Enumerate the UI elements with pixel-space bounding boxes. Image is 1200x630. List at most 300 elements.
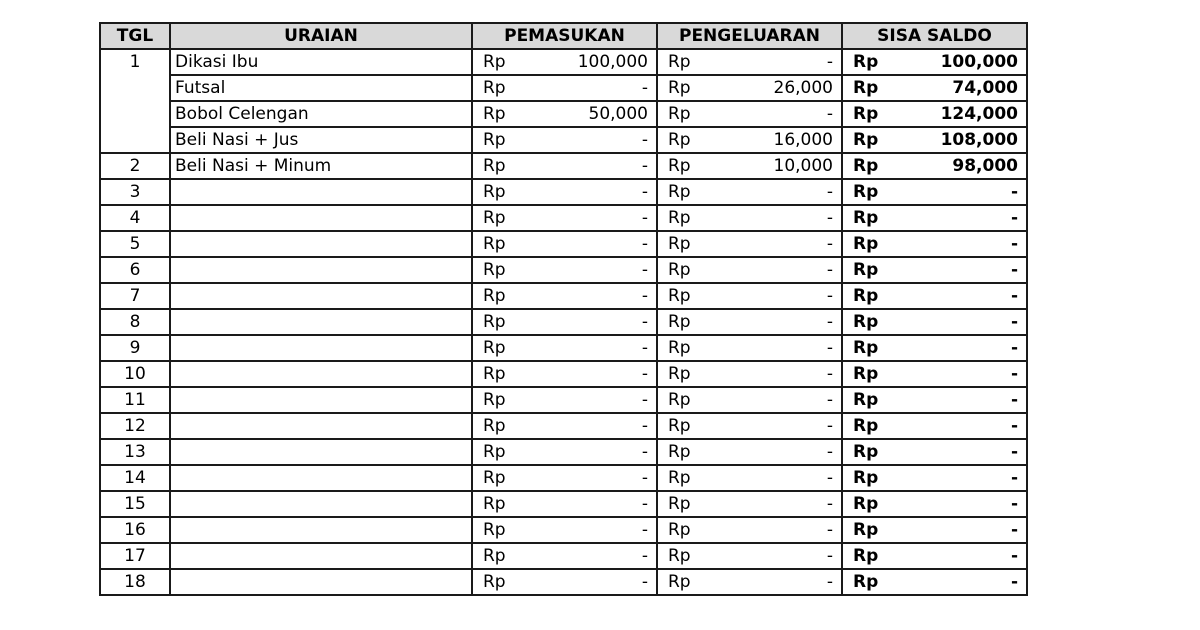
pengeluaran-amount xyxy=(658,206,841,230)
pengeluaran-value: - xyxy=(826,572,833,592)
cell-saldo[interactable] xyxy=(842,283,1027,309)
currency-label: Rp xyxy=(668,520,691,540)
saldo-value: 108,000 xyxy=(940,130,1018,150)
cell-pengeluaran[interactable] xyxy=(657,413,842,439)
pemasukan-value: - xyxy=(641,442,648,462)
pengeluaran-value: - xyxy=(826,364,833,384)
saldo-value: - xyxy=(1010,208,1018,228)
cell-tgl[interactable]: 8 xyxy=(100,309,170,335)
table-row xyxy=(100,439,1027,465)
cell-tgl[interactable]: 14 xyxy=(100,465,170,491)
currency-label: Rp xyxy=(483,78,506,98)
saldo-value: - xyxy=(1010,416,1018,436)
saldo-amount xyxy=(843,414,1026,438)
table-row xyxy=(100,335,1027,361)
cell-pemasukan[interactable] xyxy=(472,75,657,101)
cell-tgl[interactable]: 3 xyxy=(100,179,170,205)
currency-label: Rp xyxy=(483,52,506,72)
pemasukan-amount xyxy=(473,154,656,178)
pemasukan-value: - xyxy=(641,312,648,332)
currency-label: Rp xyxy=(668,546,691,566)
pemasukan-amount xyxy=(473,128,656,152)
currency-label: Rp xyxy=(483,390,506,410)
cell-saldo[interactable] xyxy=(842,517,1027,543)
cell-tgl[interactable]: 7 xyxy=(100,283,170,309)
pemasukan-value: - xyxy=(641,208,648,228)
cell-saldo[interactable] xyxy=(842,491,1027,517)
cell-pemasukan[interactable] xyxy=(472,153,657,179)
cell-uraian[interactable] xyxy=(170,413,472,439)
saldo-amount xyxy=(843,544,1026,568)
cell-pemasukan[interactable] xyxy=(472,465,657,491)
saldo-amount xyxy=(843,440,1026,464)
pemasukan-amount xyxy=(473,388,656,412)
pemasukan-amount xyxy=(473,544,656,568)
saldo-value: - xyxy=(1010,286,1018,306)
cell-pengeluaran[interactable] xyxy=(657,387,842,413)
saldo-amount xyxy=(843,232,1026,256)
table-row xyxy=(100,517,1027,543)
cell-uraian[interactable] xyxy=(170,231,472,257)
currency-label: Rp xyxy=(853,156,879,176)
currency-label: Rp xyxy=(853,182,879,202)
cell-saldo[interactable] xyxy=(842,127,1027,153)
saldo-amount xyxy=(843,310,1026,334)
cell-pengeluaran[interactable] xyxy=(657,231,842,257)
table-row xyxy=(100,361,1027,387)
saldo-value: 124,000 xyxy=(940,104,1018,124)
pemasukan-amount xyxy=(473,440,656,464)
currency-label: Rp xyxy=(668,364,691,384)
cell-saldo[interactable] xyxy=(842,231,1027,257)
cell-pemasukan[interactable] xyxy=(472,491,657,517)
cell-pemasukan[interactable] xyxy=(472,231,657,257)
pengeluaran-value: - xyxy=(826,286,833,306)
ledger-table xyxy=(99,22,1028,596)
cell-uraian[interactable] xyxy=(170,465,472,491)
cell-pemasukan[interactable] xyxy=(472,283,657,309)
table-row xyxy=(100,569,1027,595)
currency-label: Rp xyxy=(483,182,506,202)
pemasukan-amount xyxy=(473,50,656,74)
pengeluaran-value: - xyxy=(826,260,833,280)
cell-uraian[interactable] xyxy=(170,387,472,413)
pemasukan-amount xyxy=(473,518,656,542)
table-row xyxy=(100,283,1027,309)
cell-pemasukan[interactable] xyxy=(472,127,657,153)
cell-tgl[interactable]: 1 xyxy=(100,49,170,153)
table-row xyxy=(100,153,1027,179)
pengeluaran-amount xyxy=(658,232,841,256)
cell-saldo[interactable] xyxy=(842,257,1027,283)
saldo-amount xyxy=(843,388,1026,412)
pengeluaran-value: - xyxy=(826,468,833,488)
currency-label: Rp xyxy=(853,260,879,280)
cell-tgl[interactable]: 13 xyxy=(100,439,170,465)
table-row xyxy=(100,309,1027,335)
currency-label: Rp xyxy=(668,234,691,254)
cell-uraian[interactable] xyxy=(170,309,472,335)
cell-tgl[interactable]: 17 xyxy=(100,543,170,569)
saldo-value: - xyxy=(1010,442,1018,462)
saldo-amount xyxy=(843,570,1026,594)
cell-pemasukan[interactable] xyxy=(472,517,657,543)
pengeluaran-value: - xyxy=(826,182,833,202)
currency-label: Rp xyxy=(668,52,691,72)
pemasukan-amount xyxy=(473,336,656,360)
pemasukan-amount xyxy=(473,102,656,126)
currency-label: Rp xyxy=(483,260,506,280)
table-row xyxy=(100,101,1027,127)
table-row xyxy=(100,543,1027,569)
cell-uraian[interactable]: Bobol Celengan xyxy=(170,101,472,127)
table-row xyxy=(100,491,1027,517)
saldo-value: 74,000 xyxy=(952,78,1018,98)
cell-pengeluaran[interactable] xyxy=(657,75,842,101)
cell-uraian[interactable]: Futsal xyxy=(170,75,472,101)
saldo-amount xyxy=(843,258,1026,282)
cell-tgl[interactable]: 16 xyxy=(100,517,170,543)
saldo-value: - xyxy=(1010,468,1018,488)
saldo-amount xyxy=(843,180,1026,204)
currency-label: Rp xyxy=(668,182,691,202)
currency-label: Rp xyxy=(853,390,879,410)
cell-pengeluaran[interactable] xyxy=(657,361,842,387)
currency-label: Rp xyxy=(483,442,506,462)
cell-uraian[interactable]: Beli Nasi + Minum xyxy=(170,153,472,179)
pengeluaran-amount xyxy=(658,440,841,464)
cell-pemasukan[interactable] xyxy=(472,101,657,127)
table-row xyxy=(100,127,1027,153)
pemasukan-value: - xyxy=(641,286,648,306)
pemasukan-amount xyxy=(473,258,656,282)
pengeluaran-value: - xyxy=(826,494,833,514)
pemasukan-value: 50,000 xyxy=(588,104,648,124)
pemasukan-amount xyxy=(473,492,656,516)
cell-saldo[interactable] xyxy=(842,439,1027,465)
cell-uraian[interactable] xyxy=(170,335,472,361)
header-tgl[interactable]: TGL xyxy=(100,23,170,49)
pemasukan-amount xyxy=(473,284,656,308)
saldo-value: - xyxy=(1010,520,1018,540)
pengeluaran-value: - xyxy=(826,416,833,436)
pemasukan-amount xyxy=(473,414,656,438)
currency-label: Rp xyxy=(668,390,691,410)
cell-pengeluaran[interactable] xyxy=(657,309,842,335)
pengeluaran-amount xyxy=(658,518,841,542)
pengeluaran-amount xyxy=(658,258,841,282)
cell-pengeluaran[interactable] xyxy=(657,179,842,205)
cell-tgl[interactable]: 10 xyxy=(100,361,170,387)
pengeluaran-amount xyxy=(658,128,841,152)
cell-pengeluaran[interactable] xyxy=(657,49,842,75)
cell-pengeluaran[interactable] xyxy=(657,335,842,361)
pemasukan-value: - xyxy=(641,546,648,566)
pengeluaran-value: - xyxy=(826,104,833,124)
cell-uraian[interactable] xyxy=(170,205,472,231)
cell-tgl[interactable]: 6 xyxy=(100,257,170,283)
currency-label: Rp xyxy=(853,364,879,384)
pemasukan-value: - xyxy=(641,416,648,436)
cell-uraian[interactable] xyxy=(170,361,472,387)
table-row xyxy=(100,413,1027,439)
currency-label: Rp xyxy=(668,416,691,436)
header-pemasukan[interactable]: PEMASUKAN xyxy=(472,23,657,49)
cell-pemasukan[interactable] xyxy=(472,413,657,439)
currency-label: Rp xyxy=(853,416,879,436)
saldo-value: - xyxy=(1010,494,1018,514)
cell-pengeluaran[interactable] xyxy=(657,153,842,179)
cell-pengeluaran[interactable] xyxy=(657,543,842,569)
currency-label: Rp xyxy=(483,546,506,566)
pengeluaran-value: 10,000 xyxy=(773,156,833,176)
cell-saldo[interactable] xyxy=(842,101,1027,127)
pengeluaran-amount xyxy=(658,466,841,490)
currency-label: Rp xyxy=(853,442,879,462)
cell-pengeluaran[interactable] xyxy=(657,127,842,153)
currency-label: Rp xyxy=(668,208,691,228)
pengeluaran-amount xyxy=(658,76,841,100)
cell-pengeluaran[interactable] xyxy=(657,569,842,595)
currency-label: Rp xyxy=(668,468,691,488)
currency-label: Rp xyxy=(483,104,506,124)
cell-saldo[interactable] xyxy=(842,205,1027,231)
pemasukan-amount xyxy=(473,76,656,100)
cell-pemasukan[interactable] xyxy=(472,49,657,75)
pengeluaran-value: - xyxy=(826,234,833,254)
cell-pemasukan[interactable] xyxy=(472,205,657,231)
pemasukan-amount xyxy=(473,466,656,490)
cell-saldo[interactable] xyxy=(842,387,1027,413)
pemasukan-amount xyxy=(473,310,656,334)
cell-pemasukan[interactable] xyxy=(472,361,657,387)
cell-tgl[interactable]: 2 xyxy=(100,153,170,179)
currency-label: Rp xyxy=(483,416,506,436)
currency-label: Rp xyxy=(668,572,691,592)
pengeluaran-amount xyxy=(658,102,841,126)
cell-tgl[interactable]: 5 xyxy=(100,231,170,257)
saldo-value: 100,000 xyxy=(940,52,1018,72)
saldo-amount xyxy=(843,206,1026,230)
saldo-value: - xyxy=(1010,338,1018,358)
saldo-amount xyxy=(843,284,1026,308)
table-row xyxy=(100,257,1027,283)
cell-pengeluaran[interactable] xyxy=(657,465,842,491)
cell-pengeluaran[interactable] xyxy=(657,517,842,543)
cell-pengeluaran[interactable] xyxy=(657,283,842,309)
cell-saldo[interactable] xyxy=(842,75,1027,101)
pengeluaran-amount xyxy=(658,336,841,360)
cell-pengeluaran[interactable] xyxy=(657,257,842,283)
currency-label: Rp xyxy=(483,338,506,358)
currency-label: Rp xyxy=(483,234,506,254)
currency-label: Rp xyxy=(483,130,506,150)
cell-saldo[interactable] xyxy=(842,569,1027,595)
currency-label: Rp xyxy=(668,104,691,124)
cell-saldo[interactable] xyxy=(842,179,1027,205)
saldo-amount xyxy=(843,492,1026,516)
cell-uraian[interactable] xyxy=(170,491,472,517)
cell-uraian[interactable] xyxy=(170,179,472,205)
table-row xyxy=(100,231,1027,257)
pemasukan-value: - xyxy=(641,494,648,514)
pengeluaran-value: - xyxy=(826,52,833,72)
cell-pengeluaran[interactable] xyxy=(657,491,842,517)
saldo-value: - xyxy=(1010,364,1018,384)
cell-saldo[interactable] xyxy=(842,361,1027,387)
currency-label: Rp xyxy=(853,52,879,72)
cell-tgl[interactable]: 15 xyxy=(100,491,170,517)
saldo-value: - xyxy=(1010,572,1018,592)
header-pengeluaran[interactable]: PENGELUARAN xyxy=(657,23,842,49)
saldo-amount xyxy=(843,128,1026,152)
currency-label: Rp xyxy=(483,312,506,332)
saldo-amount xyxy=(843,466,1026,490)
cell-saldo[interactable] xyxy=(842,413,1027,439)
saldo-value: - xyxy=(1010,234,1018,254)
saldo-amount xyxy=(843,50,1026,74)
cell-tgl[interactable]: 4 xyxy=(100,205,170,231)
cell-pengeluaran[interactable] xyxy=(657,101,842,127)
pemasukan-value: - xyxy=(641,364,648,384)
pengeluaran-amount xyxy=(658,180,841,204)
pengeluaran-value: 26,000 xyxy=(773,78,833,98)
currency-label: Rp xyxy=(483,572,506,592)
cell-pemasukan[interactable] xyxy=(472,387,657,413)
pengeluaran-value: - xyxy=(826,442,833,462)
table-row xyxy=(100,75,1027,101)
cell-pemasukan[interactable] xyxy=(472,257,657,283)
pengeluaran-amount xyxy=(658,310,841,334)
currency-label: Rp xyxy=(483,208,506,228)
cell-saldo[interactable] xyxy=(842,465,1027,491)
pemasukan-amount xyxy=(473,180,656,204)
cell-uraian[interactable]: Dikasi Ibu xyxy=(170,49,472,75)
currency-label: Rp xyxy=(853,468,879,488)
table-row xyxy=(100,179,1027,205)
currency-label: Rp xyxy=(483,156,506,176)
cell-pemasukan[interactable] xyxy=(472,309,657,335)
cell-saldo[interactable] xyxy=(842,153,1027,179)
cell-uraian[interactable] xyxy=(170,439,472,465)
cell-uraian[interactable] xyxy=(170,517,472,543)
currency-label: Rp xyxy=(668,312,691,332)
currency-label: Rp xyxy=(483,520,506,540)
pemasukan-amount xyxy=(473,206,656,230)
header-uraian[interactable]: URAIAN xyxy=(170,23,472,49)
saldo-amount xyxy=(843,76,1026,100)
currency-label: Rp xyxy=(483,286,506,306)
pengeluaran-value: - xyxy=(826,546,833,566)
ledger-body xyxy=(100,49,1027,595)
cell-pengeluaran[interactable] xyxy=(657,439,842,465)
saldo-value: - xyxy=(1010,390,1018,410)
cell-pengeluaran[interactable] xyxy=(657,205,842,231)
saldo-value: - xyxy=(1010,182,1018,202)
saldo-amount xyxy=(843,518,1026,542)
cell-tgl[interactable]: 12 xyxy=(100,413,170,439)
cell-uraian[interactable]: Beli Nasi + Jus xyxy=(170,127,472,153)
cell-pemasukan[interactable] xyxy=(472,179,657,205)
pemasukan-value: - xyxy=(641,390,648,410)
cell-tgl[interactable]: 18 xyxy=(100,569,170,595)
pengeluaran-value: - xyxy=(826,390,833,410)
currency-label: Rp xyxy=(853,78,879,98)
pengeluaran-amount xyxy=(658,544,841,568)
pemasukan-value: 100,000 xyxy=(577,52,648,72)
pengeluaran-amount xyxy=(658,492,841,516)
cell-uraian[interactable] xyxy=(170,283,472,309)
table-row xyxy=(100,49,1027,75)
cell-saldo[interactable] xyxy=(842,309,1027,335)
currency-label: Rp xyxy=(668,156,691,176)
saldo-amount xyxy=(843,362,1026,386)
currency-label: Rp xyxy=(668,338,691,358)
cell-pemasukan[interactable] xyxy=(472,543,657,569)
pemasukan-value: - xyxy=(641,130,648,150)
currency-label: Rp xyxy=(668,286,691,306)
pemasukan-value: - xyxy=(641,260,648,280)
pemasukan-value: - xyxy=(641,182,648,202)
currency-label: Rp xyxy=(668,494,691,514)
pemasukan-value: - xyxy=(641,234,648,254)
cell-saldo[interactable] xyxy=(842,49,1027,75)
saldo-amount xyxy=(843,154,1026,178)
cell-uraian[interactable] xyxy=(170,543,472,569)
currency-label: Rp xyxy=(668,78,691,98)
pengeluaran-amount xyxy=(658,50,841,74)
pemasukan-amount xyxy=(473,362,656,386)
currency-label: Rp xyxy=(668,130,691,150)
currency-label: Rp xyxy=(853,572,879,592)
cell-uraian[interactable] xyxy=(170,569,472,595)
pemasukan-value: - xyxy=(641,468,648,488)
saldo-value: - xyxy=(1010,312,1018,332)
saldo-value: 98,000 xyxy=(952,156,1018,176)
cell-saldo[interactable] xyxy=(842,543,1027,569)
pengeluaran-value: - xyxy=(826,312,833,332)
cell-pemasukan[interactable] xyxy=(472,335,657,361)
cell-saldo[interactable] xyxy=(842,335,1027,361)
currency-label: Rp xyxy=(853,494,879,514)
currency-label: Rp xyxy=(853,338,879,358)
pemasukan-amount xyxy=(473,232,656,256)
table-row xyxy=(100,387,1027,413)
pengeluaran-amount xyxy=(658,570,841,594)
pemasukan-value: - xyxy=(641,338,648,358)
pemasukan-value: - xyxy=(641,520,648,540)
currency-label: Rp xyxy=(853,208,879,228)
currency-label: Rp xyxy=(668,260,691,280)
pengeluaran-value: - xyxy=(826,208,833,228)
cell-tgl[interactable]: 9 xyxy=(100,335,170,361)
cell-pemasukan[interactable] xyxy=(472,569,657,595)
cell-pemasukan[interactable] xyxy=(472,439,657,465)
table-row xyxy=(100,205,1027,231)
currency-label: Rp xyxy=(853,234,879,254)
currency-label: Rp xyxy=(853,520,879,540)
pengeluaran-value: - xyxy=(826,520,833,540)
pemasukan-value: - xyxy=(641,156,648,176)
currency-label: Rp xyxy=(853,104,879,124)
currency-label: Rp xyxy=(853,312,879,332)
cell-uraian[interactable] xyxy=(170,257,472,283)
currency-label: Rp xyxy=(483,468,506,488)
cell-tgl[interactable]: 11 xyxy=(100,387,170,413)
header-row xyxy=(100,23,1027,49)
pemasukan-amount xyxy=(473,570,656,594)
header-sisa-saldo[interactable]: SISA SALDO xyxy=(842,23,1027,49)
